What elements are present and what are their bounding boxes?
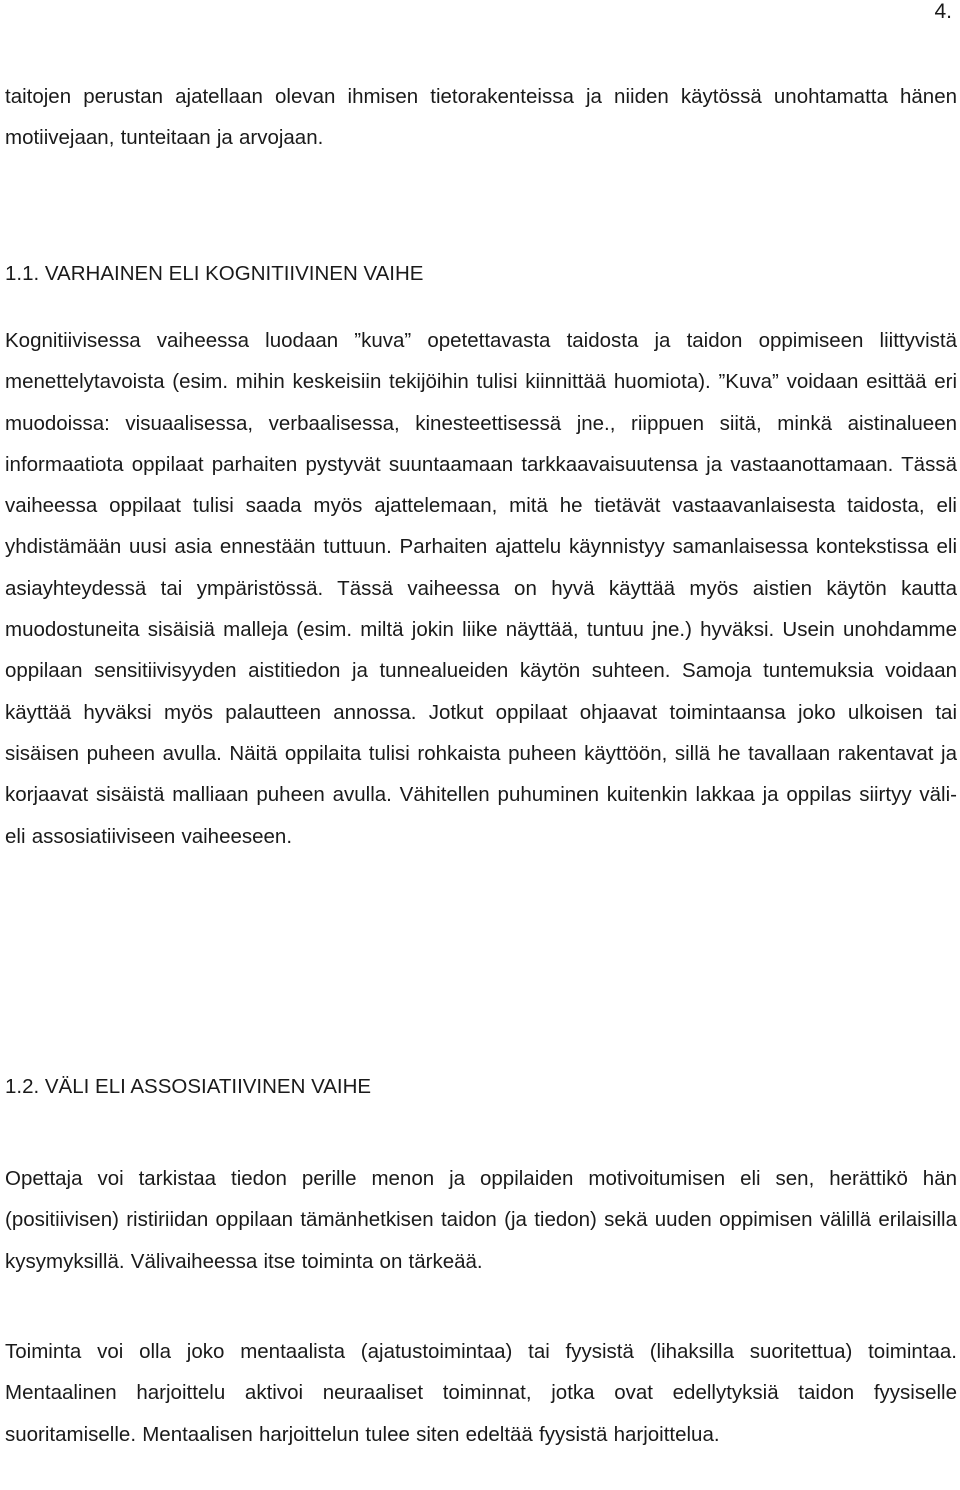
section-1-2-paragraph-2: Toiminta voi olla joko mentaalista (ajatustoimintaa) tai fyysistä (lihaksilla suoritettua) toimintaa. Mentaalinen harjoittelu aktivoi neuraaliset toiminnat, jotka ovat edellytyksiä taidon fyysiselle suoritamiselle. Mentaalisen harjoittelun tulee siten edeltää fyysistä harjoittelua. (5, 1340, 957, 1446)
section-1-1-paragraph: Kognitiivisessa vaiheessa luodaan ”kuva” opetettavasta taidosta ja taidon oppimiseen liittyvistä menettelytavoista (esim. mihin keskeisiin tekijöihin tulisi kiinnittää huomiota). ”Kuva” voidaan esittää eri muodoissa: visuaalisessa, verbaalisessa, kinesteettisessä jne., riippuen siitä, minkä aistinalueen informaatiota oppilaat parhaiten pystyvät suuntaamaan tarkkaavaisuutensa ja vastaanottamaan. Tässä vaiheessa oppilaat tulisi saada myös ajattelemaan, mitä he tietävät vastaavanlaisesta taidosta, eli yhdistämään uusi asia ennestään tuttuun. Parhaiten ajattelu käynnistyy samanlaisessa kontekstissa eli asiayhteydessä tai ympäristössä. Tässä vaiheessa on hyvä käyttää myös aistien käytön kautta muodostuneita sisäisiä malleja (esim. miltä jokin liike näyttää, tuntuu jne.) hyväksi. Usein unohdamme oppilaan sensitiivisyyden aistitiedon ja tunnealueiden käytön suhteen. Samoja tuntemuksia voidaan käyttää hyväksi myös palautteen annossa. Jotkut oppilaat ohjaavat toimintaansa joko ulkoisen tai sisäisen puheen avulla. Näitä oppilaita tulisi rohkaista puheen käyttöön, sillä he tavallaan rakentavat ja korjaavat sisäistä malliaan puheen avulla. Vähitellen puhuminen kuitenkin lakkaa ja oppilas siirtyy väli- eli assosiatiiviseen vaiheeseen. (5, 329, 957, 848)
section-1-2-paragraph-1: Opettaja voi tarkistaa tiedon perille menon ja oppilaiden motivoitumisen eli sen, herättikö hän (positiivisen) ristiriidan oppilaan tämänhetkisen taidon (ja tiedon) sekä uuden oppimisen välillä erilaisilla kysymyksillä. Välivaiheessa itse toiminta on tärkeää. (5, 1167, 957, 1273)
intro-paragraph: taitojen perustan ajatellaan olevan ihmisen tietorakenteissa ja niiden käytössä unohtamatta hänen motiivejaan, tunteitaan ja arvojaan. (5, 85, 957, 150)
section-heading-1-2: 1.2. VÄLI ELI ASSOSIATIIVINEN VAIHE (5, 1075, 372, 1098)
section-heading-1-1: 1.1. VARHAINEN ELI KOGNITIIVINEN VAIHE (5, 262, 424, 285)
page-number: 4. (934, 0, 952, 23)
